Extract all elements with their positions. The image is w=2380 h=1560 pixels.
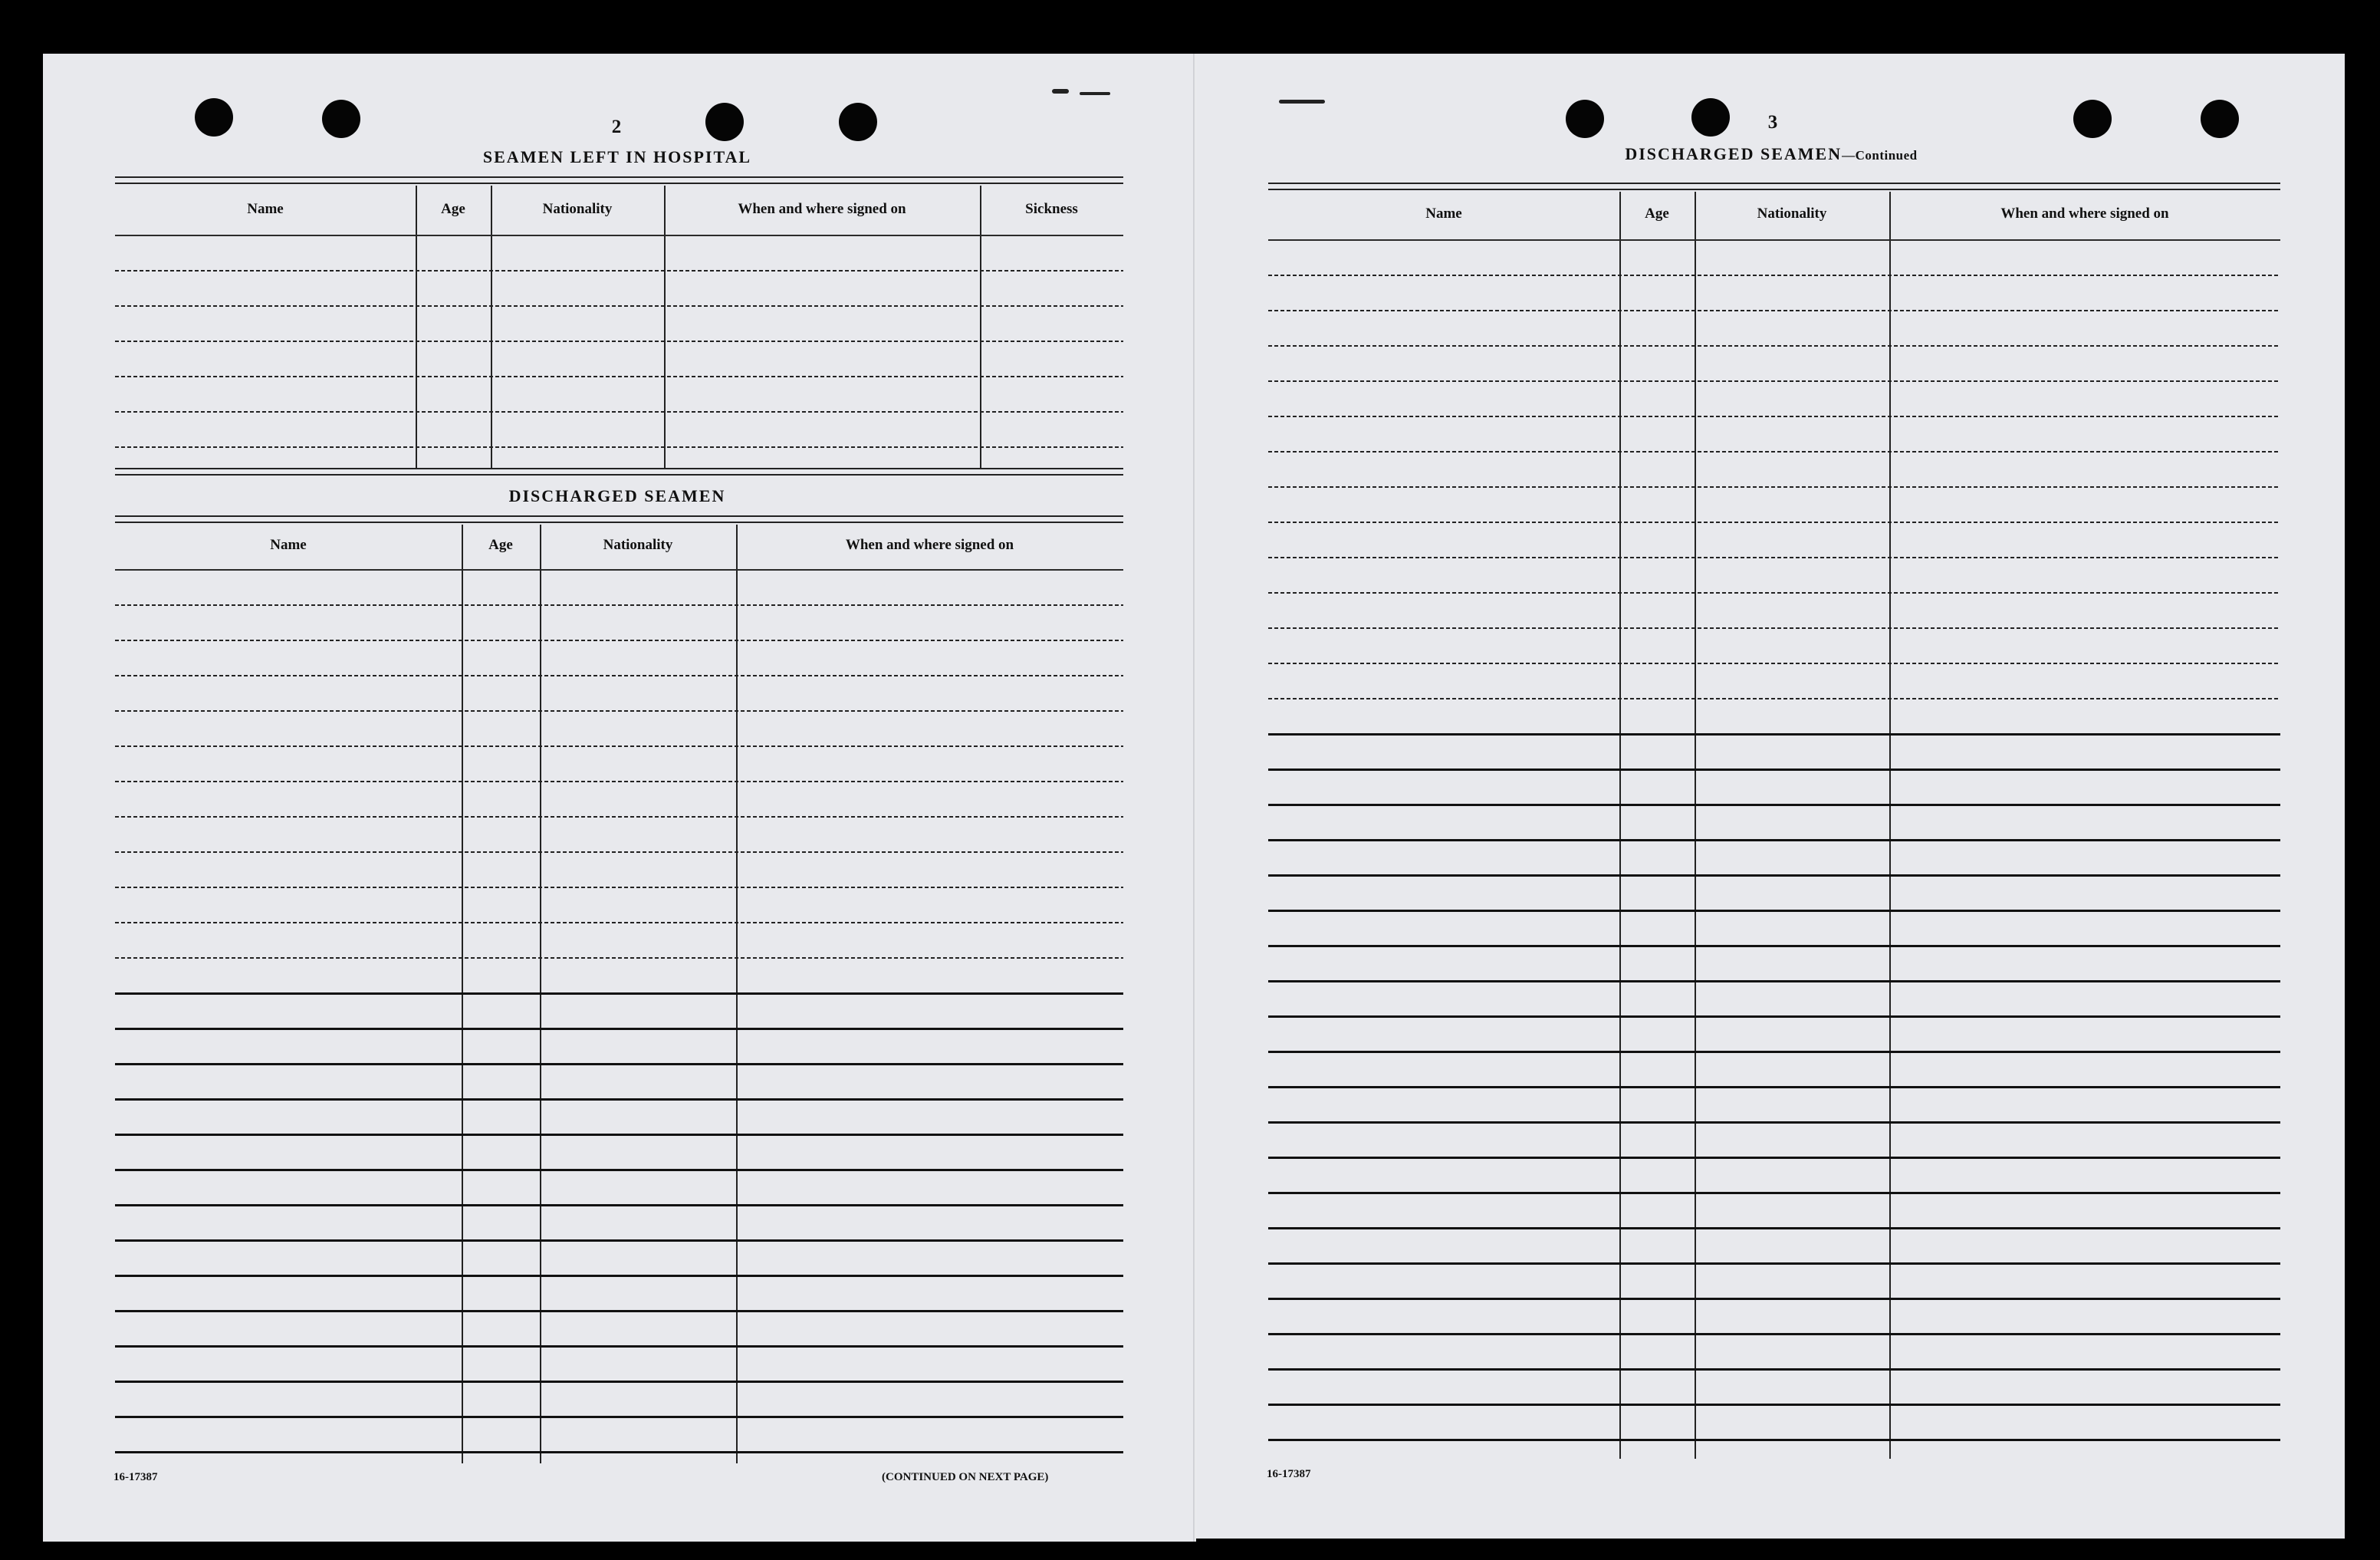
- column-divider: [980, 186, 981, 468]
- ruled-line: [115, 781, 1123, 782]
- ruled-line: [1268, 1157, 2280, 1159]
- punch-hole: [322, 100, 360, 138]
- ruled-line: [1268, 1333, 2280, 1335]
- column-header: Name: [1425, 206, 1462, 222]
- ruled-line: [1268, 1086, 2280, 1088]
- ruled-line: [1268, 416, 2280, 417]
- column-header: When and where signed on: [738, 201, 906, 217]
- header-underline: [1268, 239, 2280, 241]
- ruled-line: [1268, 1227, 2280, 1229]
- ruled-line: [1268, 1192, 2280, 1194]
- ruled-line: [115, 376, 1123, 377]
- discharged-table: [115, 515, 1123, 1466]
- ruled-line: [115, 1345, 1123, 1348]
- punch-hole: [2201, 100, 2239, 138]
- column-header: Nationality: [603, 537, 673, 553]
- ink-smudge: [1279, 100, 1325, 104]
- ruled-line: [115, 1451, 1123, 1453]
- column-header: Sickness: [1025, 201, 1078, 217]
- ruled-line: [1268, 1121, 2280, 1124]
- ink-smudge: [1052, 89, 1069, 94]
- ink-smudge: [1080, 92, 1110, 95]
- ruled-line: [1268, 1439, 2280, 1441]
- column-divider: [491, 186, 492, 468]
- table-top-rule: [115, 515, 1123, 523]
- ruled-line: [115, 1239, 1123, 1242]
- ruled-line: [1268, 1368, 2280, 1371]
- page-fold: [1193, 54, 1196, 1542]
- ruled-line: [1268, 380, 2280, 382]
- punch-hole: [2073, 100, 2112, 138]
- table-top-rule: [115, 176, 1123, 184]
- punch-hole: [1566, 100, 1604, 138]
- ruled-line: [115, 1204, 1123, 1206]
- ruled-line: [115, 1063, 1123, 1065]
- ruled-line: [1268, 1404, 2280, 1406]
- ruled-line: [115, 1098, 1123, 1101]
- ruled-line: [115, 1381, 1123, 1383]
- ruled-line: [1268, 1262, 2280, 1265]
- ruled-line: [115, 1416, 1123, 1418]
- ruled-line: [115, 957, 1123, 959]
- ruled-line: [115, 341, 1123, 342]
- column-header: Nationality: [1757, 206, 1827, 222]
- column-header: Name: [247, 201, 284, 217]
- ruled-line: [1268, 733, 2280, 736]
- ruled-line: [115, 922, 1123, 923]
- header-underline: [115, 235, 1123, 236]
- ruled-line: [1268, 451, 2280, 453]
- ruled-line: [1268, 275, 2280, 276]
- form-number: 16-17387: [1267, 1468, 1311, 1480]
- table-bottom-rule: [115, 468, 1123, 476]
- ruled-line: [1268, 522, 2280, 523]
- ruled-line: [115, 446, 1123, 448]
- ruled-line: [1268, 663, 2280, 664]
- ruled-line: [115, 604, 1123, 606]
- ruled-line: [115, 745, 1123, 747]
- punch-hole: [839, 103, 877, 141]
- ruled-line: [115, 851, 1123, 853]
- ruled-line: [1268, 592, 2280, 594]
- ruled-line: [115, 411, 1123, 413]
- ruled-line: [1268, 839, 2280, 841]
- ruled-line: [115, 1169, 1123, 1171]
- header-underline: [115, 569, 1123, 571]
- ruled-line: [1268, 1298, 2280, 1300]
- discharged-section-title: DISCHARGED SEAMEN: [508, 486, 726, 505]
- ruled-line: [1268, 698, 2280, 699]
- ruled-line: [1268, 804, 2280, 806]
- ruled-line: [1268, 627, 2280, 629]
- ruled-line: [115, 1028, 1123, 1030]
- ruled-line: [115, 1275, 1123, 1277]
- ruled-line: [1268, 874, 2280, 877]
- column-header: When and where signed on: [845, 537, 1014, 553]
- column-header: Age: [1645, 206, 1669, 222]
- ruled-line: [115, 270, 1123, 272]
- column-header: When and where signed on: [2000, 206, 2169, 222]
- column-header: Nationality: [542, 201, 613, 217]
- continued-title-main: DISCHARGED SEAMEN: [1625, 144, 1843, 163]
- hospital-table: [115, 176, 1123, 468]
- column-divider: [664, 186, 666, 468]
- ruled-line: [115, 816, 1123, 818]
- ruled-line: [115, 640, 1123, 641]
- ruled-line: [1268, 768, 2280, 771]
- punch-hole: [705, 103, 744, 141]
- ruled-line: [115, 1310, 1123, 1312]
- continued-title-suffix: —Continued: [1842, 148, 1918, 163]
- continued-table: [1268, 183, 2280, 1465]
- column-header: Age: [441, 201, 465, 217]
- column-divider: [416, 186, 417, 468]
- punch-hole: [1691, 98, 1730, 137]
- form-number: 16-17387: [113, 1471, 158, 1483]
- ruled-line: [1268, 310, 2280, 311]
- ruled-line: [1268, 1051, 2280, 1053]
- ruled-line: [1268, 486, 2280, 488]
- ruled-line: [115, 992, 1123, 995]
- ruled-line: [1268, 345, 2280, 347]
- ruled-line: [115, 1134, 1123, 1136]
- hospital-section-title: SEAMEN LEFT IN HOSPITAL: [482, 147, 752, 166]
- column-header: Name: [270, 537, 307, 553]
- ruled-line: [1268, 1015, 2280, 1018]
- ruled-line: [1268, 557, 2280, 558]
- ruled-line: [1268, 945, 2280, 947]
- table-top-rule: [1268, 183, 2280, 190]
- ruled-line: [1268, 910, 2280, 912]
- ruled-line: [115, 710, 1123, 712]
- punch-hole: [195, 98, 233, 137]
- column-header: Age: [488, 537, 513, 553]
- ruled-line: [1268, 980, 2280, 982]
- ruled-line: [115, 305, 1123, 307]
- ruled-line: [115, 887, 1123, 888]
- ruled-line: [115, 675, 1123, 676]
- page-number: 3: [1767, 112, 1778, 133]
- continued-note: (CONTINUED ON NEXT PAGE): [882, 1471, 1049, 1483]
- page-number: 2: [611, 117, 622, 137]
- continued-section-title: [1541, 144, 2001, 164]
